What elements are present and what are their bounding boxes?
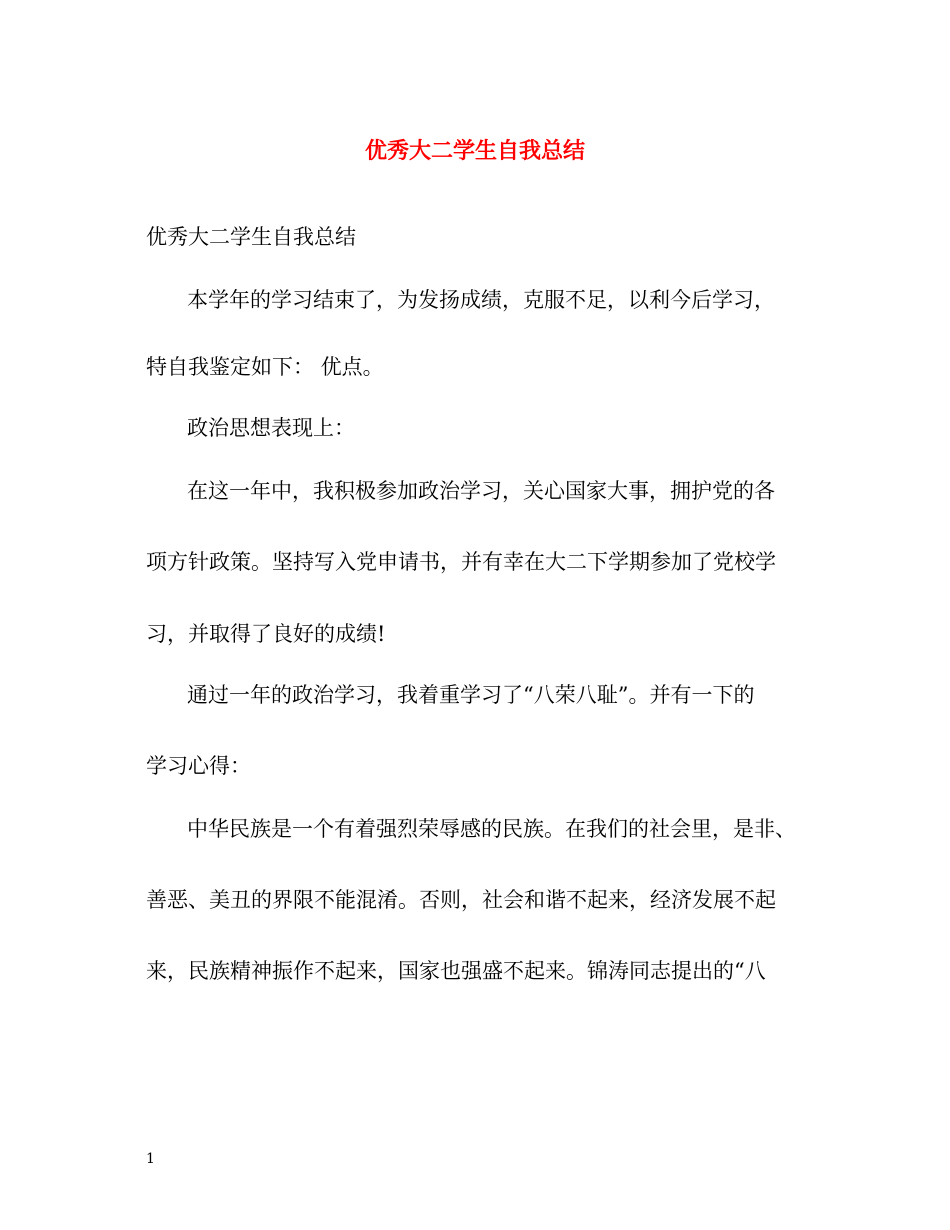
body-line: 本学年的学习结束了，为发扬成绩，克服不足，以利今后学习， [187,288,775,312]
body-line: 学习心得： [146,754,251,778]
body-line: 习，并取得了良好的成绩! [146,622,386,646]
body-line: 在这一年中，我积极参加政治学习，关心国家大事，拥护党的各 [187,479,775,503]
body-line: 来，民族精神振作不起来，国家也强盛不起来。锦涛同志提出的“八 [146,959,766,983]
body-line: 优秀大二学生自我总结 [146,225,356,249]
body-line: 善恶、美丑的界限不能混淆。否则，社会和谐不起来，经济发展不起 [146,888,776,912]
document-title: 优秀大二学生自我总结 [364,138,585,164]
body-line: 中华民族是一个有着强烈荣辱感的民族。在我们的社会里，是非、 [187,817,796,841]
body-line: 项方针政策。坚持写入党申请书，并有幸在大二下学期参加了党校学 [146,550,776,574]
body-line: 政治思想表现上： [187,416,355,440]
page-number: 1 [146,1151,155,1167]
body-line: 通过一年的政治学习，我着重学习了“八荣八耻”。并有一下的 [187,683,755,707]
body-line: 特自我鉴定如下： 优点。 [146,355,384,379]
